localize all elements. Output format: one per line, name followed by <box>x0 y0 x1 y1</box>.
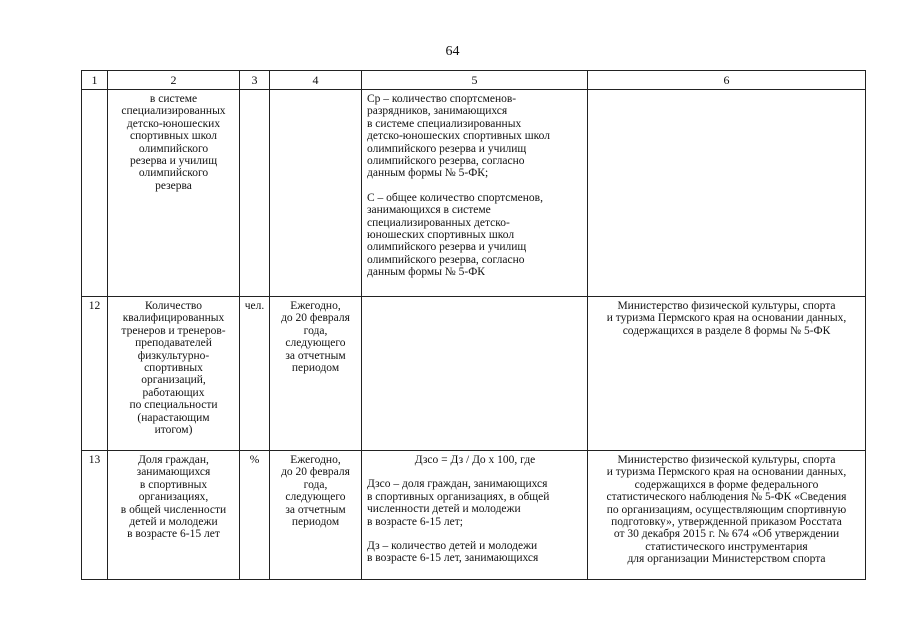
indicator-name-cell: в системе специализированных детско-юношеских спортивных школ олимпийского резерва и училищ олимпийского резерва <box>108 90 240 297</box>
column-header: 4 <box>270 71 362 90</box>
column-header: 2 <box>108 71 240 90</box>
table-row <box>82 90 866 297</box>
method-paragraph: Дз – количество детей и молодежи в возрасте 6-15 лет, занимающихся <box>367 540 539 565</box>
source-cell: Министерство физической культуры, спорта и туризма Пермского края на основании данных, содержащихся в разделе 8 формы № 5-ФК <box>588 297 866 451</box>
period-cell: Ежегодно, до 20 февраля года, следующего за отчетным периодом <box>270 297 362 451</box>
source-cell: Министерство физической культуры, спорта и туризма Пермского края на основании данных, содержащихся в форме федерального статистического наблюдения № 5-ФК «Сведения по организациям, осуществляющим спортивную подготовку», утвержденной приказом Росстата от 30 декабря 2015 г. № 674 «Об утверждении статистического инструментария для организации Министерством спорта <box>588 451 866 580</box>
unit-cell: чел. <box>240 297 270 451</box>
period-cell <box>270 90 362 297</box>
method-cell <box>362 451 588 580</box>
method-cell <box>362 90 588 297</box>
method-paragraph: С – общее количество спортсменов, занимающихся в системе специализированных детско- юношеских спортивных школ олимпийского резерва и училищ олимпийского резерва, согласно данным формы № 5-ФК <box>367 191 543 279</box>
unit-cell <box>240 90 270 297</box>
row-number-cell: 13 <box>82 451 108 580</box>
indicator-name-cell: Количество квалифицированных тренеров и тренеров- преподавателей физкультурно- спортивных организаций, работающих по специальности (нарастающим итогом) <box>108 297 240 451</box>
column-header: 3 <box>240 71 270 90</box>
column-header: 1 <box>82 71 108 90</box>
source-cell <box>588 90 866 297</box>
page-number: 64 <box>445 44 460 59</box>
method-cell <box>362 297 588 451</box>
column-header: 6 <box>588 71 866 90</box>
row-number-cell: 12 <box>82 297 108 451</box>
column-header: 5 <box>362 71 588 90</box>
indicators-table <box>81 70 866 580</box>
header-row <box>82 71 866 90</box>
table-row <box>82 451 866 580</box>
unit-cell: % <box>240 451 270 580</box>
period-cell: Ежегодно, до 20 февраля года, следующего за отчетным периодом <box>270 451 362 580</box>
method-paragraph: Дзсо – доля граждан, занимающихся в спортивных организациях, в общей численности детей и молодежи в возрасте 6-15 лет; <box>367 478 550 528</box>
method-paragraph: Ср – количество спортсменов- разрядников, занимающихся в системе специализированных детско-юношеских спортивных школ олимпийского резерва и училищ олимпийского резерва, согласно данным формы № 5-ФК; <box>367 93 550 180</box>
table-row <box>82 297 866 451</box>
indicator-name-cell: Доля граждан, занимающихся в спортивных организациях, в общей численности детей и молодежи в возрасте 6-15 лет <box>108 451 240 580</box>
formula: Дзсо = Дз / До х 100, где <box>414 454 536 466</box>
row-number-cell <box>82 90 108 297</box>
